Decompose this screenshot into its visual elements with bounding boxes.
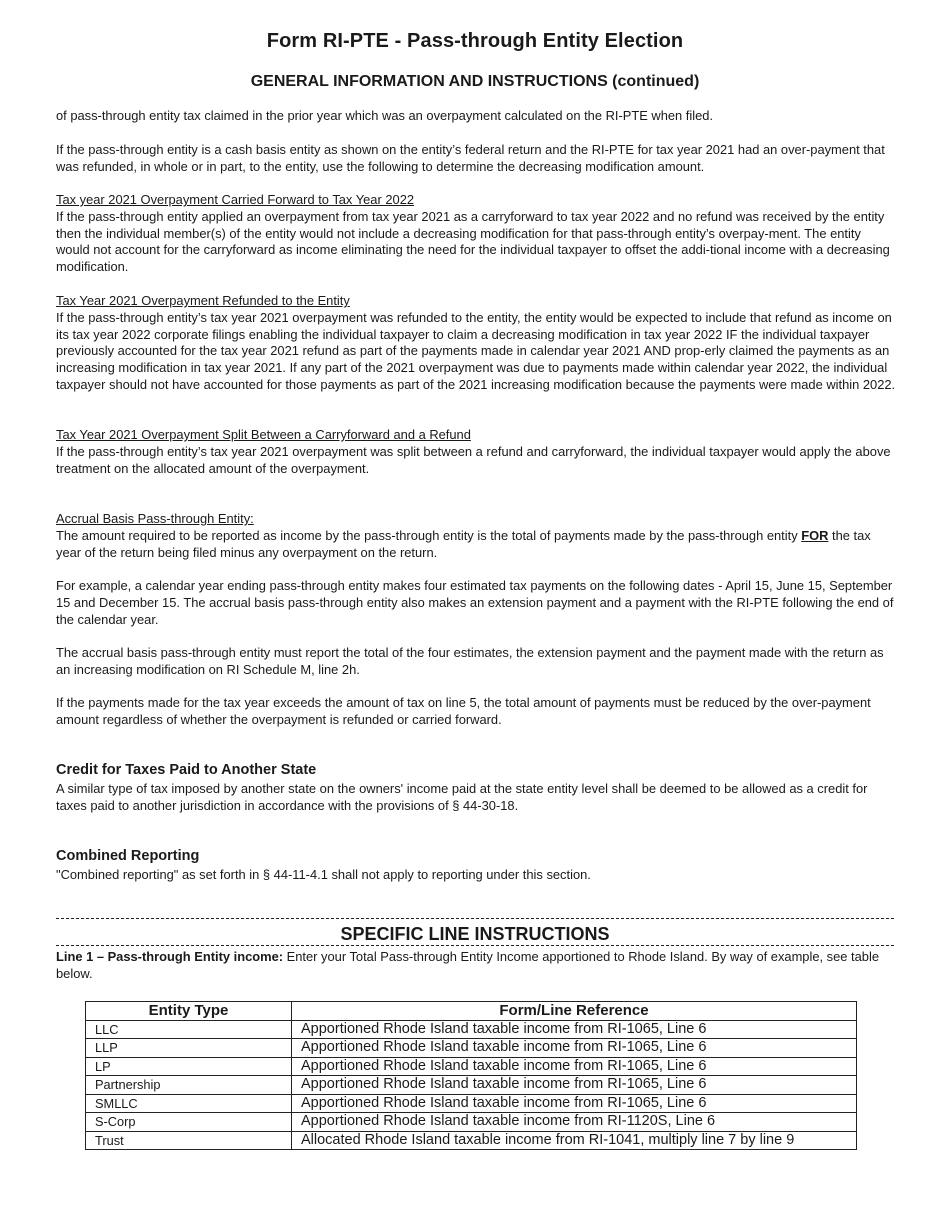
credit-paragraph: A similar type of tax imposed by another state on the owners' income paid at the state entity level shall be deemed to be allowed as a credit for taxes paid to another jurisdiction in accordance with the provisions of § 44-30-18.: [56, 781, 868, 813]
credit-heading: Credit for Taxes Paid to Another State: [56, 762, 317, 778]
accrual-section: [56, 511, 896, 561]
entity-type-cell: LLP: [86, 1039, 292, 1058]
entity-reference-table: [85, 1001, 857, 1150]
entity-type-cell: S-Corp: [86, 1113, 292, 1132]
combined-paragraph: "Combined reporting" as set forth in § 44-11-4.1 shall not apply to reporting under this section.: [56, 867, 591, 882]
reference-cell: Apportioned Rhode Island taxable income from RI-1065, Line 6: [292, 1094, 857, 1113]
accrual-heading: Accrual Basis Pass-through Entity:: [56, 511, 254, 526]
refunded-text: If the pass-through entity’s tax year 2021 overpayment was refunded to the entity, the entity would be expected to include that refund as income on its tax year 2022 corporate filings enabling the individual taxpayer to claim a decreasing modification in tax year 2022 IF the individual taxpayer previously accounted for the tax year 2021 refund as part of the payments made in calendar year 2021 AND prop-erly claimed the payments as an increasing modification in tax year 2021. If any part of the 2021 overpayment was due to payments made within calendar year 2022, the individual taxpayer should not have accounted for those payments as part of the 2021 increasing modification because the payments were made within 2022.: [56, 309, 896, 392]
carryforward-section: [56, 192, 896, 276]
entity-type-cell: SMLLC: [86, 1094, 292, 1113]
table-row: [86, 1020, 857, 1039]
exceeds-paragraph: If the payments made for the tax year exceeds the amount of tax on line 5, the total amount of payments must be reduced by the over-payment amount regardless of whether the overpayment is refunded or carried forward.: [56, 695, 871, 727]
form-line-reference-header: Form/Line Reference: [292, 1002, 857, 1021]
refunded-heading: Tax Year 2021 Overpayment Refunded to the Entity: [56, 293, 350, 308]
split-text: If the pass-through entity’s tax year 2021 overpayment was split between a refund and carryforward, the individual taxpayer would apply the above treatment on the allocated amount of the overpayment.: [56, 443, 891, 476]
carryforward-heading: Tax year 2021 Overpayment Carried Forward to Tax Year 2022: [56, 192, 415, 207]
line1-text: Enter your Total Pass-through Entity Income apportioned to Rhode Island. By way of example, see table below.: [56, 949, 879, 981]
refunded-section: [56, 293, 896, 394]
combined-heading: Combined Reporting: [56, 848, 200, 864]
accrual-text-after: the tax year of the return being filed minus any overpayment on the return.: [56, 527, 871, 560]
report-paragraph: The accrual basis pass-through entity must report the total of the four estimates, the extension payment and the payment made with the return as an increasing modification on RI Schedule M, line 2h.: [56, 645, 884, 677]
entity-type-cell: Trust: [86, 1131, 292, 1150]
reference-cell: Apportioned Rhode Island taxable income from RI-1065, Line 6: [292, 1039, 857, 1058]
bottom-dashed-divider: [56, 945, 894, 946]
line1-instruction: [56, 949, 896, 983]
entity-type-cell: LP: [86, 1057, 292, 1076]
cash-basis-paragraph: If the pass-through entity is a cash basis entity as shown on the entity’s federal return and the RI-PTE for tax year 2021 had an over-payment that was refunded, in whole or in part, to the entity, use the following to determine the decreasing modification amount.: [56, 142, 885, 174]
table-row: [86, 1057, 857, 1076]
continued-paragraph: of pass-through entity tax claimed in the prior year which was an overpayment calculated on the RI-PTE when filed.: [56, 108, 714, 123]
carryforward-text: If the pass-through entity applied an overpayment from tax year 2021 as a carryforward to tax year 2022 and no refund was received by the entity then the individual member(s) of the entity would not include a decreasing modification for that pass-through entity’s overpay-ment. The entity would not account for the carryforward as income eliminating the need for the individual taxpayer to offset the addi-tional income with a decreasing modification.: [56, 208, 890, 275]
accrual-for-emphasis: FOR: [801, 527, 829, 543]
table-header-row: [86, 1002, 857, 1021]
table-row: [86, 1094, 857, 1113]
line1-label: Line 1 – Pass-through Entity income:: [56, 949, 284, 964]
top-dashed-divider: [56, 918, 894, 919]
split-section: [56, 427, 896, 477]
accrual-text-before: The amount required to be reported as income by the pass-through entity is the total of payments made by the pass-through entity: [56, 527, 802, 543]
reference-cell: Allocated Rhode Island taxable income from RI-1041, multiply line 7 by line 9: [292, 1131, 857, 1150]
entity-type-header: Entity Type: [86, 1002, 292, 1021]
reference-cell: Apportioned Rhode Island taxable income from RI-1065, Line 6: [292, 1076, 857, 1095]
reference-cell: Apportioned Rhode Island taxable income from RI-1065, Line 6: [292, 1057, 857, 1076]
table-row: [86, 1113, 857, 1132]
table-row: [86, 1039, 857, 1058]
split-heading: Tax Year 2021 Overpayment Split Between a Carryforward and a Refund: [56, 427, 471, 442]
page-title: Form RI-PTE - Pass-through Entity Election: [266, 30, 684, 52]
entity-type-cell: Partnership: [86, 1076, 292, 1095]
example-paragraph: For example, a calendar year ending pass-through entity makes four estimated tax payments on the following dates - April 15, June 15, September 15 and December 15. The accrual basis pass-through entity also makes an extension payment and a payment with the RI-PTE following the end of the calendar year.: [56, 578, 894, 627]
reference-cell: Apportioned Rhode Island taxable income from RI-1120S, Line 6: [292, 1113, 857, 1132]
table-row: [86, 1076, 857, 1095]
specific-heading: SPECIFIC LINE INSTRUCTIONS: [340, 924, 610, 944]
reference-cell: Apportioned Rhode Island taxable income from RI-1065, Line 6: [292, 1020, 857, 1039]
table-row: [86, 1131, 857, 1150]
entity-type-cell: LLC: [86, 1020, 292, 1039]
page-subtitle: GENERAL INFORMATION AND INSTRUCTIONS (continued): [250, 73, 700, 90]
